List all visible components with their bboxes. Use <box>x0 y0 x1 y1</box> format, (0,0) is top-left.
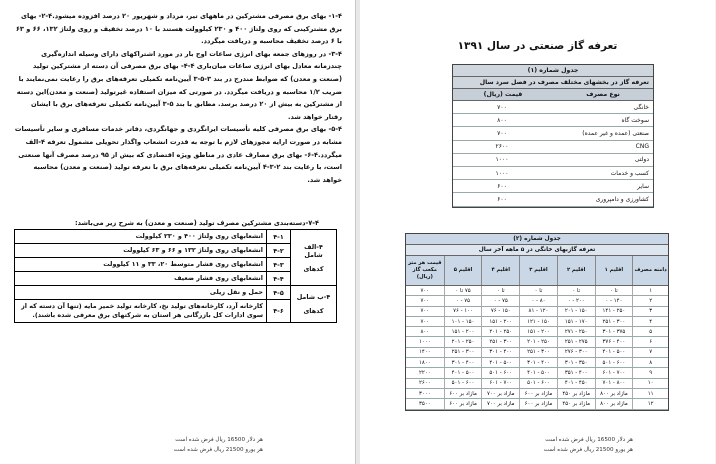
table-row <box>453 114 653 127</box>
table-row <box>406 358 668 368</box>
climate-2-range: ۲۷۵ - ۲۵۱ <box>557 337 595 346</box>
unit-price: ۷۰۰ <box>420 287 430 294</box>
footnote-dollar: هر دلار 16500 ریال فرض شده است <box>545 437 633 443</box>
row-code: ۴-۶ <box>267 300 291 323</box>
classification-intro: ۷-۴-دسته‌بندی مشترکین مصرف تولید (صنعت و معدن) به شرح زیر می‌باشد: <box>75 219 319 227</box>
col-block: دامنه مصرف <box>632 256 668 285</box>
group-a-title: ۴-الف شامل <box>304 242 323 259</box>
footnote-euro: هر یورو 21500 ریال فرض شده است <box>173 447 263 453</box>
usage-type: سایر <box>637 182 649 190</box>
climate-2-range: مازاد بر ۴۵۰ <box>557 399 595 408</box>
col-climate-1: اقلیم ۱ <box>595 256 633 285</box>
body-text <box>14 10 342 186</box>
usage-type: دولتی <box>634 156 649 164</box>
climate-4-range: ۱۵۰ - ۷۶ <box>481 307 519 316</box>
table2-header <box>406 256 668 286</box>
table-row <box>15 272 337 286</box>
table-row <box>15 244 337 258</box>
block-number: ۵ <box>632 327 668 336</box>
table-row <box>453 101 653 114</box>
row-desc: حمل و نقل ریلی <box>15 286 267 300</box>
climate-1-range: ۸۰۰ - ۷۰۱ <box>595 379 633 388</box>
block-number: ۷ <box>632 348 668 357</box>
row-desc: انشعابهای روی فشار ضعیف <box>15 272 267 286</box>
table-row <box>453 154 653 167</box>
unit-price: ۱۴۰۰ <box>419 349 431 356</box>
usage-price: ۱۰۰۰ <box>495 169 509 177</box>
unit-price: ۸۰۰ <box>420 328 430 335</box>
footnote-euro: هر یورو 21500 ریال فرض شده است <box>543 447 633 453</box>
usage-type: سوخت گاه <box>621 116 649 124</box>
table-row <box>453 167 653 180</box>
group-b-sub: کدهای <box>303 307 324 315</box>
row-code: ۴-۴ <box>267 272 291 286</box>
block-number: ۸ <box>632 358 668 367</box>
table-row <box>453 127 653 140</box>
unit-price: ۱۸۰۰ <box>419 359 431 366</box>
climate-1-range: مازاد بر ۸۰۰ <box>595 389 633 398</box>
climate-3-range: ۴۰۰ - ۳۰۱ <box>519 358 557 367</box>
col-price: قیمت (ریال) <box>483 91 523 98</box>
usage-price: ۱۰۰۰ <box>495 156 509 164</box>
usage-type: کسب و خدمات <box>610 169 649 177</box>
table1-header <box>453 89 653 101</box>
climate-3-range: ۳۰۰ - ۲۵۱ <box>519 348 557 357</box>
climate-5-range: ۱۰۰ - ۷۶ <box>444 307 482 316</box>
block-number: ۹ <box>632 368 668 377</box>
climate-1-range: ۷۰۰ - ۶۰۱ <box>595 368 633 377</box>
climate-5-range: ۷۵ - ۰ <box>444 296 482 305</box>
table-row <box>406 307 668 317</box>
col-climate-5: اقلیم ۵ <box>444 256 482 285</box>
group-b-cell <box>291 286 337 323</box>
usage-price: ۶۰۰ <box>497 195 507 203</box>
climate-2-range: ۴۰۰ - ۳۵۱ <box>557 368 595 377</box>
climate-1-range: ۳۷۵ - ۳۰۱ <box>595 327 633 336</box>
footnote-dollar: هر دلار 16500 ریال فرض شده است <box>175 437 263 443</box>
col-type: نوع مصرف <box>586 91 620 98</box>
climate-5-range: ۷۵ تا ۰ <box>444 286 482 295</box>
paragraph-4-3: ۳-۴- در روزهای جمعه بهای انرژی ساعات اوج بار در مورد اشتراکهای دارای وسیله اندازه‌گیری چندزمانه معادل بهای انرژی ساعات میان‌باری ۴-۴- بهای برق مصرفی آن دسته از مشترکین تولید (صنعت و معدن) که ضوابط مندرج در بند ۳-۵-۳ آیین‌نامه تکمیلی تعرفه‌های برق را رعایت نمی‌نمایند با ضریب ۱/۲ محاسبه و دریافت میگردد. در صورتی که میزان استفاده غیرتولید (صنعت و معدن)این دسته از مشترکین به بیش از ۲۰ درصد برسد. مطابق با بند ۵-۳ آیین‌نامه تکمیلی تعرفه‌های برق با ایشان رفتار خواهد شد. <box>16 49 342 121</box>
table1-caption: جدول شماره (۱) <box>453 65 653 77</box>
table-row <box>453 141 653 154</box>
climate-4-range: ۵۰۰ - ۴۰۱ <box>481 358 519 367</box>
gas-tariff-table-2 <box>405 233 669 411</box>
climate-5-range: ۲۰۰ - ۱۵۱ <box>444 327 482 336</box>
table-row <box>406 368 668 378</box>
paragraph-4-5: ۵-۴- بهای برق مصرفی کلیه تأسیسات ایرانگردی و جهانگردی، دفاتر خدمات مسافری و سایر تأسیسات مشابه در صورت ارایه مجوزهای لازم با توجه به قدرت انشعاب واگذار تحویلی مشمول تعرفه ۴-الف میگردد.۴-۶- بهای برق مصارف عادی در مناطق ویژه اقتصادی که بیش از ۹۵ درصد مصرف آنها صنعتی است، با رعایت بند ۲-۳-۴ آیین‌نامه تکمیلی تعرفه‌های برق با تعرفه تولید (صنعت و معدن) محاسبه خواهد شد. <box>14 125 342 184</box>
climate-3-range: مازاد بر ۶۰۰ <box>519 399 557 408</box>
climate-2-range: ۳۰۰ - ۲۷۶ <box>557 348 595 357</box>
table-row <box>15 286 337 300</box>
climate-2-range: ۱۵۰ - ۲۰۱ <box>557 307 595 316</box>
table1-body <box>453 101 653 207</box>
unit-price: ۳۵۰۰ <box>419 400 431 407</box>
climate-4-range: مازاد بر ۷۰۰ <box>481 399 519 408</box>
gas-tariff-table-1 <box>452 64 654 208</box>
unit-price: ۷۰۰ <box>420 318 430 325</box>
left-page <box>0 0 355 464</box>
climate-3-range: ۱۲۰ - ۸۱ <box>519 307 557 316</box>
group-a-sub: کدهای <box>303 264 324 273</box>
unit-price: ۷۰۰ <box>420 308 430 315</box>
row-code: ۴-۲ <box>267 244 291 258</box>
climate-4-range: ۴۰۰ - ۳۰۱ <box>481 348 519 357</box>
climate-3-range: ۲۵۰ - ۲۰۱ <box>519 337 557 346</box>
climate-4-range: ۲۵۰ - ۲۰۱ <box>481 327 519 336</box>
row-code: ۴-۱ <box>267 230 291 244</box>
table-row <box>453 180 653 193</box>
climate-3-range: ۶۰۰ - ۵۰۱ <box>519 379 557 388</box>
block-number: ۶ <box>632 337 668 346</box>
usage-price: ۷۰۰ <box>497 129 507 137</box>
climate-3-range: ۵۰۰ - ۴۰۱ <box>519 368 557 377</box>
usage-type: صنعتی (عمده و غیر عمده) <box>582 129 649 137</box>
climate-2-range: مازاد بر ۴۵۰ <box>557 389 595 398</box>
usage-price: ۷۰۰ <box>497 103 507 111</box>
climate-3-range: مازاد بر ۶۰۰ <box>519 389 557 398</box>
climate-3-range: ۸۰ - ۰ <box>519 296 557 305</box>
block-number: ۲ <box>632 296 668 305</box>
row-desc: انشعابهای روی فشار متوسط ۲۰، ۳۳ و ۱۱ کیلوولت <box>15 258 267 272</box>
climate-3-range: ۱۵۰ - ۱۲۱ <box>519 317 557 326</box>
usage-type: خانگی <box>633 103 649 111</box>
block-number: ۴ <box>632 317 668 326</box>
col-price: قیمت هر متر مکعب گاز (ریال) <box>408 260 442 280</box>
table1-subtitle: تعرفه گاز در بخشهای مختلف مصرف در فصل سرد سال <box>453 77 653 89</box>
block-number: ۱۱ <box>632 389 668 398</box>
climate-5-range: ۴۰۰ - ۳۰۱ <box>444 358 482 367</box>
table-row <box>406 296 668 306</box>
table-row <box>406 317 668 327</box>
climate-2-range: ۱۷۰ - ۱۵۱ <box>557 317 595 326</box>
climate-1-range: ۳۰۰ - ۲۵۱ <box>595 317 633 326</box>
row-code: ۴-۳ <box>267 258 291 272</box>
table-row <box>406 379 668 389</box>
climate-2-range: تا ۰ <box>557 286 595 295</box>
climate-1-range: ۱۴۰ - ۰ <box>595 296 633 305</box>
climate-5-range: مازاد بر ۶۰۰ <box>444 389 482 398</box>
group-a-cell <box>291 230 337 286</box>
table-row <box>406 399 668 409</box>
table-row <box>15 230 337 244</box>
row-desc: انشعابهای روی ولتاژ ۱۳۲ و ۶۶ و ۶۳ کیلوولت <box>15 244 267 258</box>
block-number: ۱۲ <box>632 399 668 408</box>
climate-4-range: ۷۵ - ۰ <box>481 296 519 305</box>
page-title: تعرفه گاز صنعتی در سال ۱۳۹۱ <box>457 40 618 52</box>
climate-2-range: ۲۵۰ - ۲۷۱ <box>557 327 595 336</box>
col-climate-2: اقلیم ۲ <box>557 256 595 285</box>
table-row <box>406 389 668 399</box>
climate-5-range: مازاد بر ۶۰۰ <box>444 399 482 408</box>
climate-2-range: ۳۵۰ - ۳۰۱ <box>557 358 595 367</box>
table-row <box>453 193 653 206</box>
table-row <box>15 258 337 272</box>
climate-2-range: ۲۰۰ - ۰ <box>557 296 595 305</box>
climate-4-range: ۳۰۰ - ۲۵۱ <box>481 337 519 346</box>
table-row <box>15 300 337 323</box>
col-climate-4: اقلیم ۴ <box>481 256 519 285</box>
climate-2-range: ۴۵۰ - ۴۰۱ <box>557 379 595 388</box>
climate-5-range: ۲۵۰ - ۲۰۱ <box>444 337 482 346</box>
climate-5-range: ۳۰۰ - ۲۵۱ <box>444 348 482 357</box>
row-code: ۴-۵ <box>267 286 291 300</box>
climate-4-range: ۷۰۰ - ۶۰۱ <box>481 379 519 388</box>
right-page <box>360 0 715 464</box>
climate-3-range: تا ۰ <box>519 286 557 295</box>
unit-price: ۱۰۰۰ <box>419 339 431 346</box>
table-row <box>406 286 668 296</box>
subscriber-classification-table <box>14 229 337 323</box>
usage-type: CNG <box>635 143 649 151</box>
climate-1-range: ۶۰۰ - ۵۰۱ <box>595 358 633 367</box>
col-climate-3: اقلیم ۳ <box>519 256 557 285</box>
climate-1-range: مازاد بر ۸۰۰ <box>595 399 633 408</box>
group-b-title: ۴-ب شامل <box>296 293 331 301</box>
climate-3-range: ۲۰۰ - ۱۵۱ <box>519 327 557 336</box>
climate-5-range: ۵۰۰ - ۴۰۱ <box>444 368 482 377</box>
unit-price: ۲۲۰۰ <box>419 370 431 377</box>
paragraph-4-1: ۱-۴- بهای برق مصرفی مشترکین در ماههای تیر، مرداد و شهریور ۲۰ درصد افزوده میشود.۴-۲- بهای برق مشترکینی که روی ولتاژ ۴۰۰ و ۲۳۰ کیلوولت هستند با ۱۰ درصد تخفیف و روی ولتاژ ۱۳۲، ۶۶ و ۶۳ با ۶ درصد تخفیف محاسبه و دریافت میگردد. <box>15 12 342 46</box>
usage-type: کشاورزی و دامپروری <box>595 195 649 203</box>
table2-body <box>406 286 668 410</box>
climate-4-range: ۶۰۰ - ۵۰۱ <box>481 368 519 377</box>
block-number: ۱۰ <box>632 379 668 388</box>
table-row <box>406 348 668 358</box>
climate-1-range: ۲۵۰ - ۱۴۱ <box>595 307 633 316</box>
table2-caption: جدول شماره (۲) <box>406 234 668 245</box>
row-desc: کارخانه آرد، کارخانه‌های تولید نخ، کارخانه تولید خمیر مایه (تنها آن دسته که از سوی ادارات کل بازرگانی هر استان به شرکتهای برق معرفی شده باشند). <box>15 300 267 323</box>
unit-price: ۲۶۰۰ <box>419 380 431 387</box>
climate-4-range: ۲۰۰ - ۱۵۱ <box>481 317 519 326</box>
climate-1-range: ۵۰۰ - ۴۰۱ <box>595 348 633 357</box>
table2-subtitle: تعرفه گازبهای خانگی در ۵ ماهه آخر سال <box>406 245 668 256</box>
climate-5-range: ۱۵۰ - ۱۰۱ <box>444 317 482 326</box>
climate-1-range: تا ۰ <box>595 286 633 295</box>
climate-1-range: ۴۰۰ - ۳۷۶ <box>595 337 633 346</box>
unit-price: ۷۰۰ <box>420 297 430 304</box>
block-number: ۱ <box>632 286 668 295</box>
unit-price: ۳۰۰۰ <box>419 390 431 397</box>
block-number: ۳ <box>632 307 668 316</box>
usage-price: ۶۰۰ <box>497 182 507 190</box>
climate-4-range: مازاد بر ۷۰۰ <box>481 389 519 398</box>
row-desc: انشعابهای روی ولتاژ ۴۰۰ و ۲۳۰ کیلوولت <box>15 230 267 244</box>
table-row <box>406 337 668 347</box>
table-row <box>406 327 668 337</box>
usage-price: ۸۰۰ <box>497 116 507 124</box>
usage-price: ۲۶۰۰ <box>495 143 509 151</box>
climate-4-range: تا ۰ <box>481 286 519 295</box>
climate-5-range: ۶۰۰ - ۵۰۱ <box>444 379 482 388</box>
